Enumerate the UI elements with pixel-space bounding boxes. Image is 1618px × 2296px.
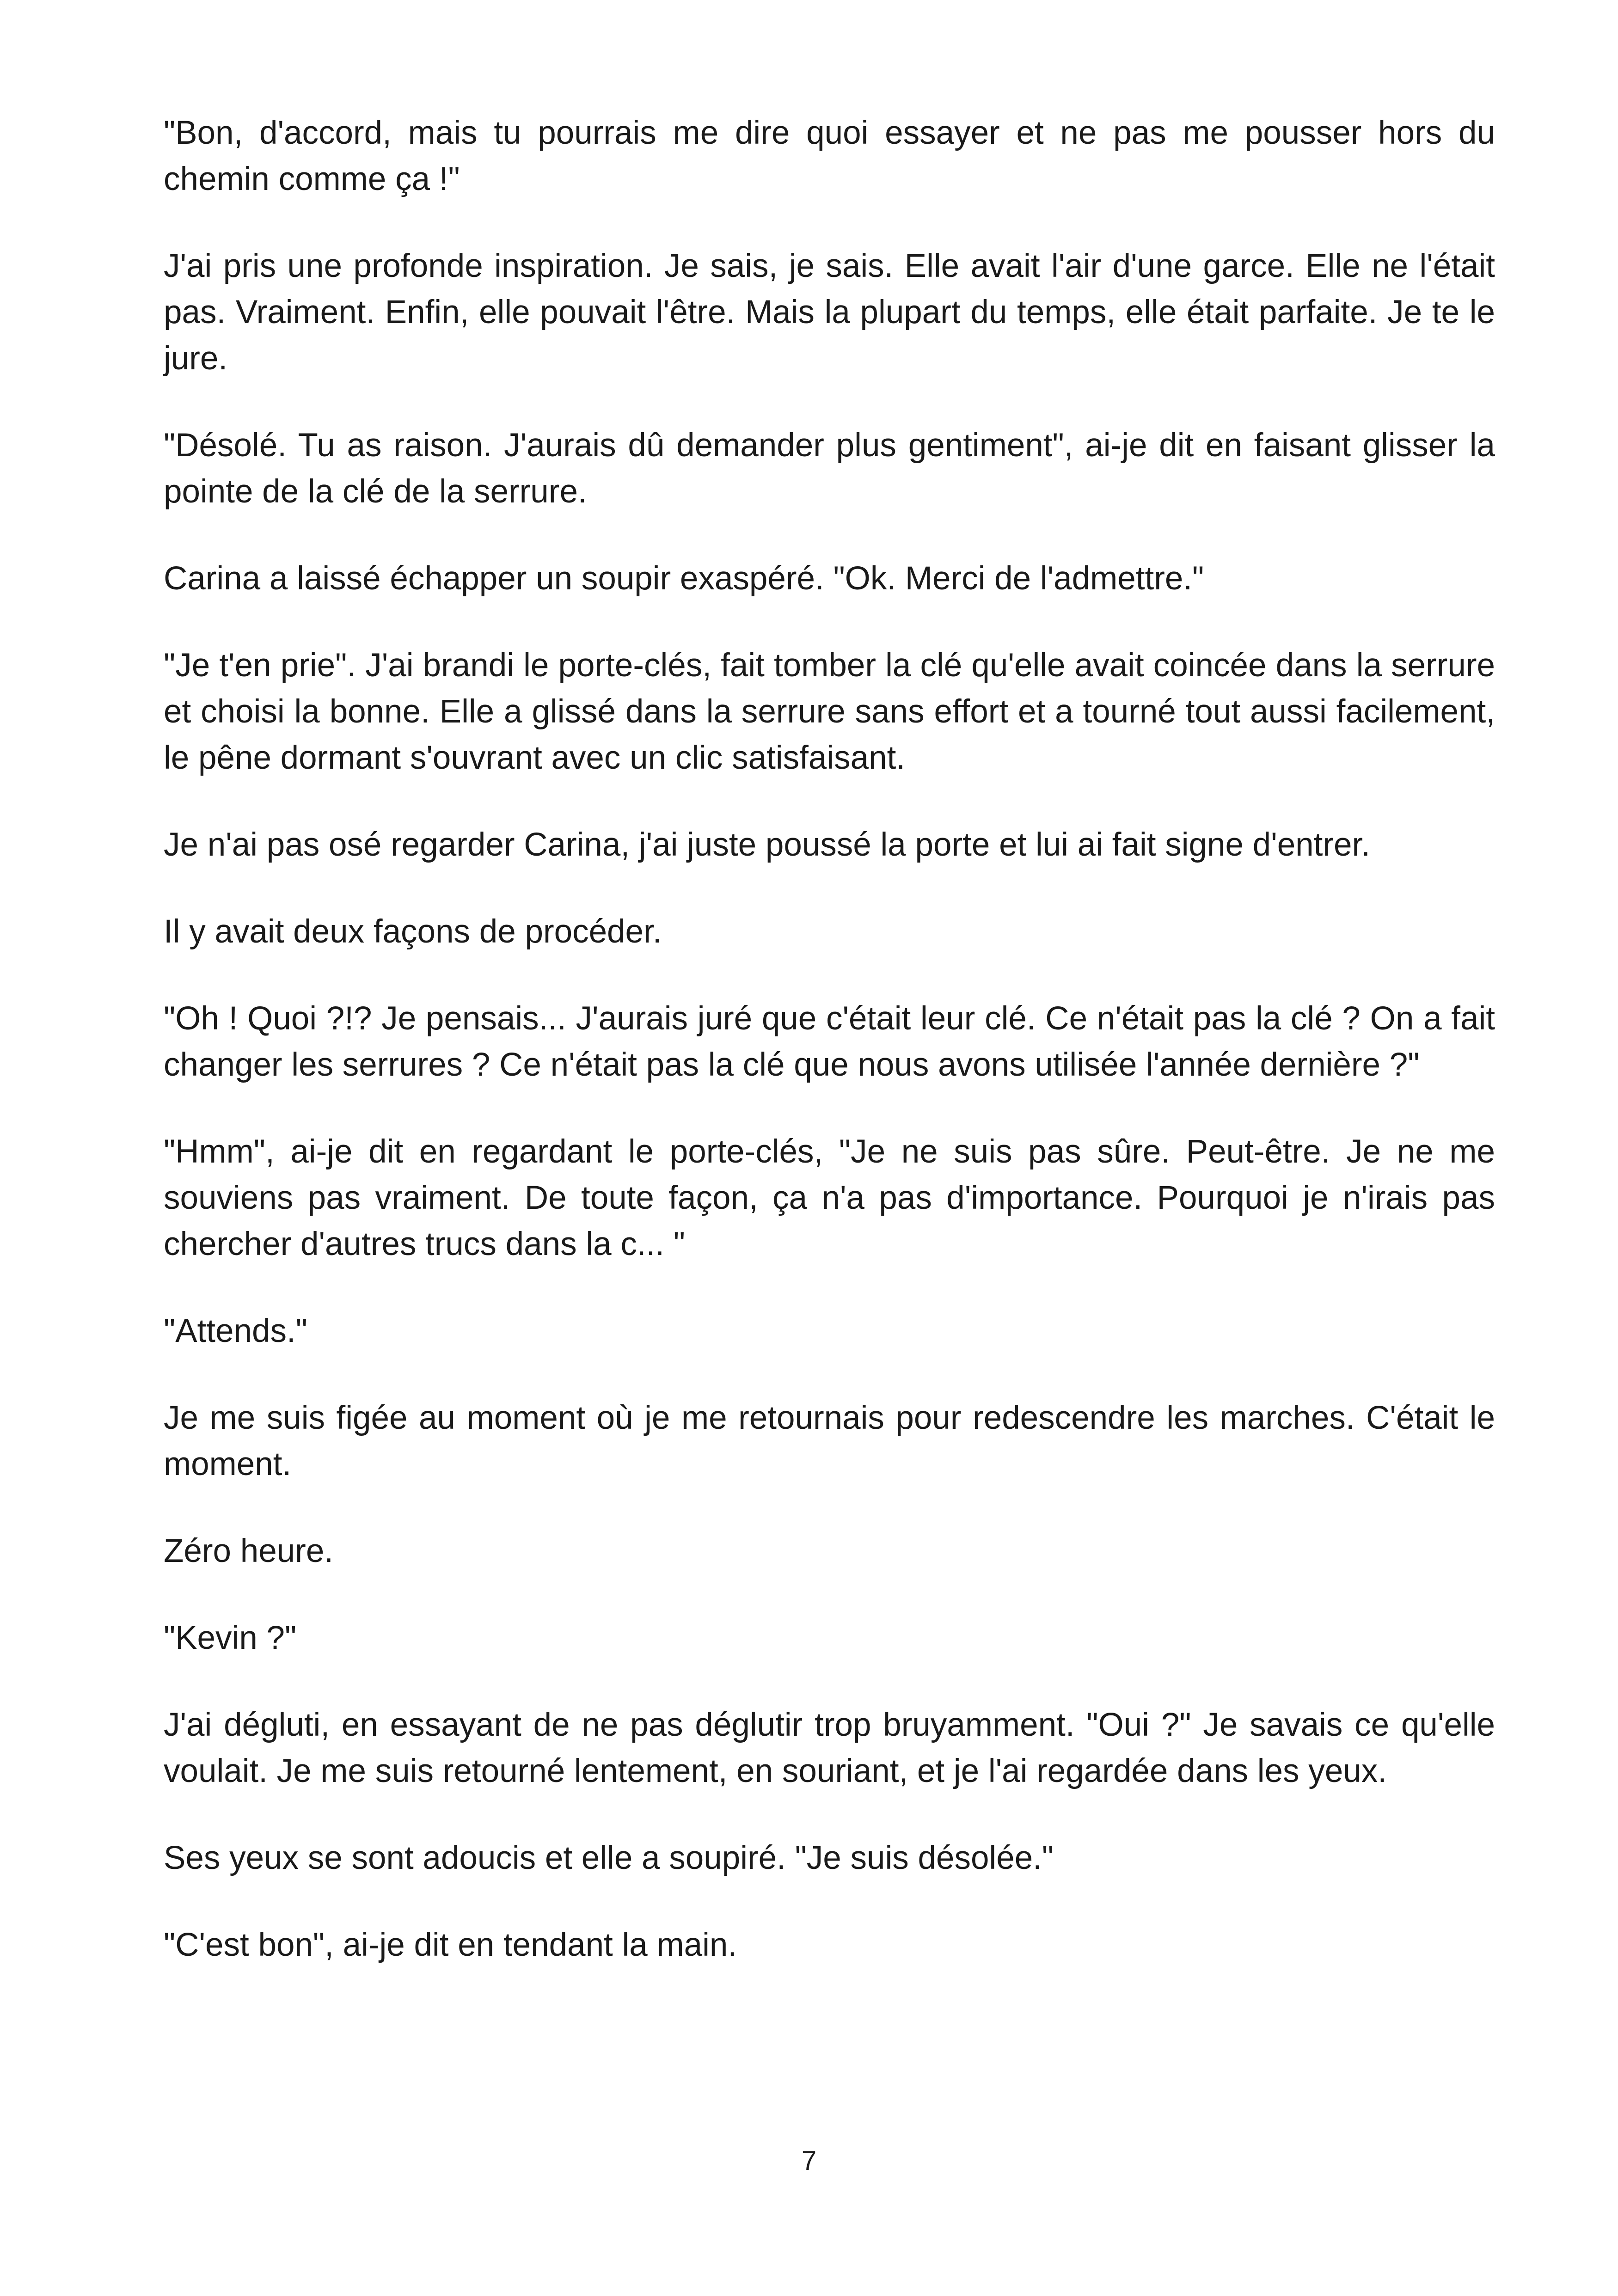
page-number: 7: [801, 2146, 817, 2176]
paragraph: Je me suis figée au moment où je me retournais pour redescendre les marches. C'était le moment.: [164, 1400, 1495, 1482]
paragraph: "Bon, d'accord, mais tu pourrais me dire quoi essayer et ne pas me pousser hors du chemin comme ça !": [164, 115, 1495, 197]
paragraph: J'ai dégluti, en essayant de ne pas déglutir trop bruyamment. "Oui ?" Je savais ce qu'elle voulait. Je me suis retourné lentement, en souriant, et je l'ai regardée dans les yeux.: [164, 1707, 1495, 1789]
paragraph: "Kevin ?": [164, 1620, 297, 1656]
paragraph: "Attends.": [164, 1313, 307, 1349]
paragraph: Ses yeux se sont adoucis et elle a soupiré. "Je suis désolée.": [164, 1840, 1054, 1876]
paragraph: Carina a laissé échapper un soupir exaspéré. "Ok. Merci de l'admettre.": [164, 560, 1204, 597]
paragraph: Je n'ai pas osé regarder Carina, j'ai juste poussé la porte et lui ai fait signe d'entrer.: [164, 827, 1370, 863]
paragraph: Il y avait deux façons de procéder.: [164, 913, 662, 950]
paragraph: J'ai pris une profonde inspiration. Je sais, je sais. Elle avait l'air d'une garce. Elle ne l'était pas. Vraiment. Enfin, elle pouvait l'être. Mais la plupart du temps, elle était parfaite. Je te le jure.: [164, 248, 1495, 377]
paragraph: "Oh ! Quoi ?!? Je pensais... J'aurais juré que c'était leur clé. Ce n'était pas la clé ? On a fait changer les serrures ? Ce n'était pas la clé que nous avons utilisée l'année dernière ?": [164, 1000, 1495, 1083]
paragraph: "Je t'en prie". J'ai brandi le porte-clés, fait tomber la clé qu'elle avait coincée dans la serrure et choisi la bonne. Elle a glissé dans la serrure sans effort et a tourné tout aussi facilement, le pêne dormant s'ouvrant avec un clic satisfaisant.: [164, 647, 1495, 776]
paragraph: Zéro heure.: [164, 1533, 334, 1569]
body-text: [164, 110, 1495, 2009]
paragraph: "Désolé. Tu as raison. J'aurais dû demander plus gentiment", ai-je dit en faisant glisser la pointe de la clé de la serrure.: [164, 427, 1495, 510]
paragraph: "C'est bon", ai-je dit en tendant la main.: [164, 1927, 737, 1963]
paragraph: "Hmm", ai-je dit en regardant le porte-clés, "Je ne suis pas sûre. Peut-être. Je ne me souviens pas vraiment. De toute façon, ça n'a pas d'importance. Pourquoi je n'irais pas chercher d'autres trucs dans la c... ": [164, 1133, 1495, 1262]
